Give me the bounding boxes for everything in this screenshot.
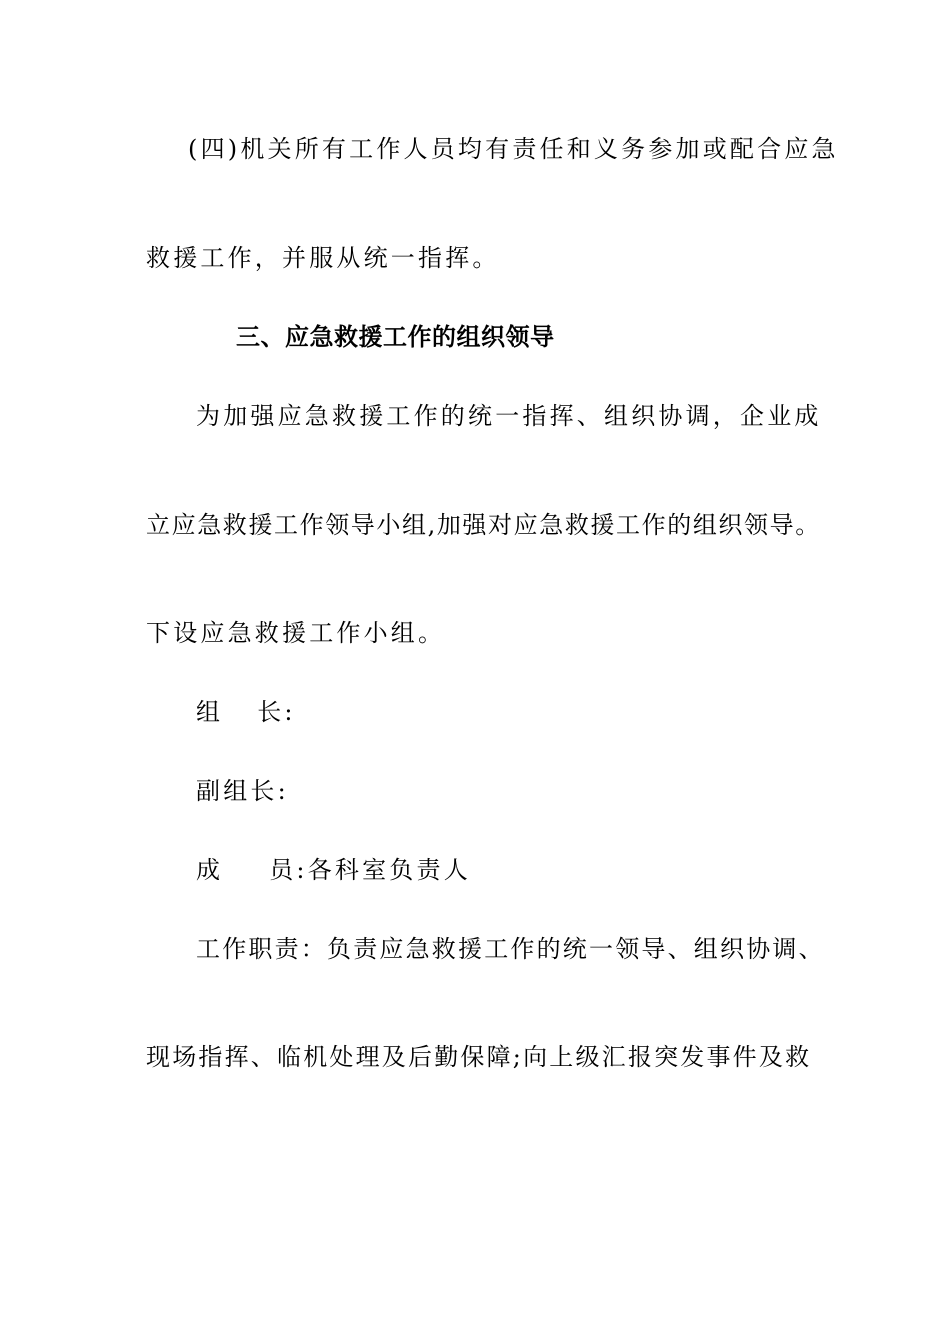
deputy-leader-label: 副组长: xyxy=(196,777,289,805)
leader-label xyxy=(196,697,296,727)
org-para-line2: 立应急救援工作领导小组,加强对应急救援工作的组织领导。 xyxy=(146,511,821,539)
org-para-line1: 为加强应急救援工作的统一指挥、组织协调，企业成 xyxy=(196,402,822,430)
para4-line1: (四)机关所有工作人员均有责任和义务参加或配合应急 xyxy=(188,135,839,163)
section-heading: 三、应急救援工作的组织领导 xyxy=(236,323,555,351)
org-para-line3: 下设应急救援工作小组。 xyxy=(146,619,446,647)
members-value: 各科室负责人 xyxy=(307,856,471,884)
members-label-part2: 员: xyxy=(269,856,308,884)
members-label-part1: 成 xyxy=(196,856,224,884)
duties-line2: 现场指挥、临机处理及后勤保障;向上级汇报突发事件及救 xyxy=(146,1043,812,1071)
leader-label-part1: 组 xyxy=(196,698,224,726)
para4-line2: 救援工作，并服从统一指挥。 xyxy=(146,244,500,272)
duties-line1: 工作职责：负责应急救援工作的统一领导、组织协调、 xyxy=(196,935,825,963)
members-line xyxy=(196,855,471,885)
leader-label-part2: 长: xyxy=(257,698,296,726)
